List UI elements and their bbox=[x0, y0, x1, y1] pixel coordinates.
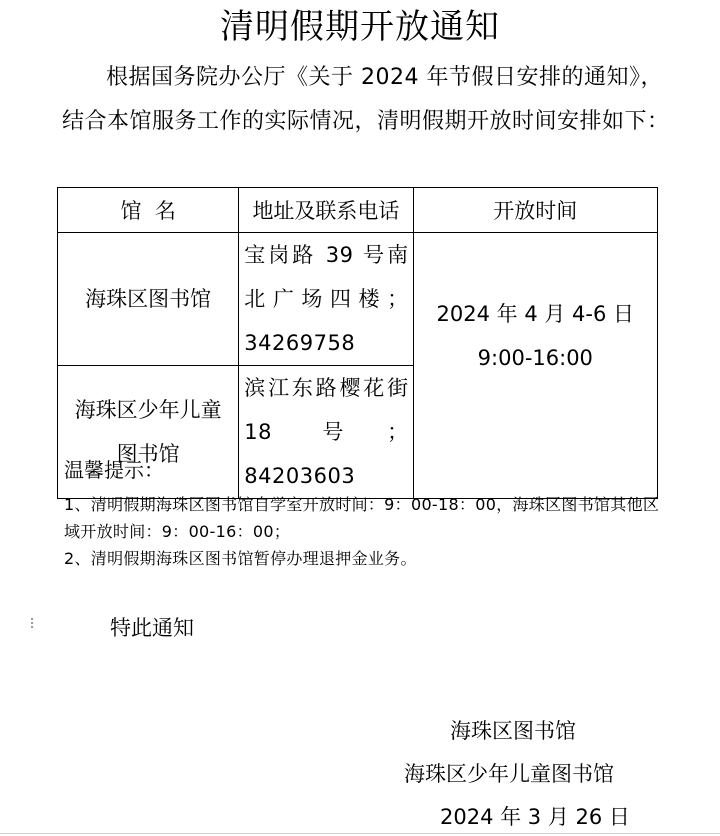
address-line: 18 号；84203603 bbox=[244, 420, 409, 488]
table-header-row bbox=[58, 188, 658, 233]
header-open-time: 开放时间 bbox=[413, 188, 657, 233]
phone-line: 34269758 bbox=[244, 331, 356, 355]
table-row bbox=[58, 233, 658, 366]
intro-paragraph: 根据国务院办公厅《关于 2024 年节假日安排的通知》，结合本馆服务工作的实际情况，清明假期开放时间安排如下： bbox=[62, 65, 670, 134]
signature-date: 2024 年 3 月 26 日 bbox=[440, 805, 630, 829]
tips-heading: 温馨提示： bbox=[64, 458, 164, 482]
header-address-phone: 地址及联系电话 bbox=[239, 188, 413, 233]
address-line: 滨江东路樱花街 bbox=[244, 376, 409, 400]
closing-text: 特此通知 bbox=[110, 616, 194, 640]
tip-item: 2、清明假期海珠区图书馆暂停办理退押金业务。 bbox=[64, 549, 417, 568]
address-cell bbox=[239, 233, 413, 366]
tip-item: 1、清明假期海珠区图书馆自学室开放时间：9：00-18：00，海珠区图书馆其他区域开放时间：9：00-16：00； bbox=[64, 495, 660, 541]
signature-org-children-library: 海珠区少年儿童图书馆 bbox=[404, 762, 614, 786]
address-line: 宝岗路 39 号南 bbox=[244, 243, 409, 267]
signature-org-library: 海珠区图书馆 bbox=[450, 719, 576, 743]
library-name-line: 图书馆 bbox=[116, 442, 180, 466]
tips-list bbox=[64, 491, 664, 572]
open-hours: 9:00-16:00 bbox=[477, 345, 593, 370]
page-bottom-divider bbox=[0, 833, 720, 834]
library-name-cell: 海珠区图书馆 bbox=[58, 233, 239, 366]
open-time-cell bbox=[413, 233, 657, 499]
address-line: 北广场四楼； bbox=[244, 287, 409, 311]
drag-handle-icon[interactable]: ⠇ bbox=[29, 617, 40, 633]
opening-schedule-table bbox=[57, 187, 658, 499]
library-name-line: 海珠区少年儿童 bbox=[74, 398, 222, 422]
open-date: 2024 年 4 月 4-6 日 bbox=[436, 301, 635, 326]
header-library-name: 馆 名 bbox=[58, 188, 239, 233]
address-cell bbox=[239, 366, 413, 499]
notice-title: 清明假期开放通知 bbox=[220, 7, 500, 47]
